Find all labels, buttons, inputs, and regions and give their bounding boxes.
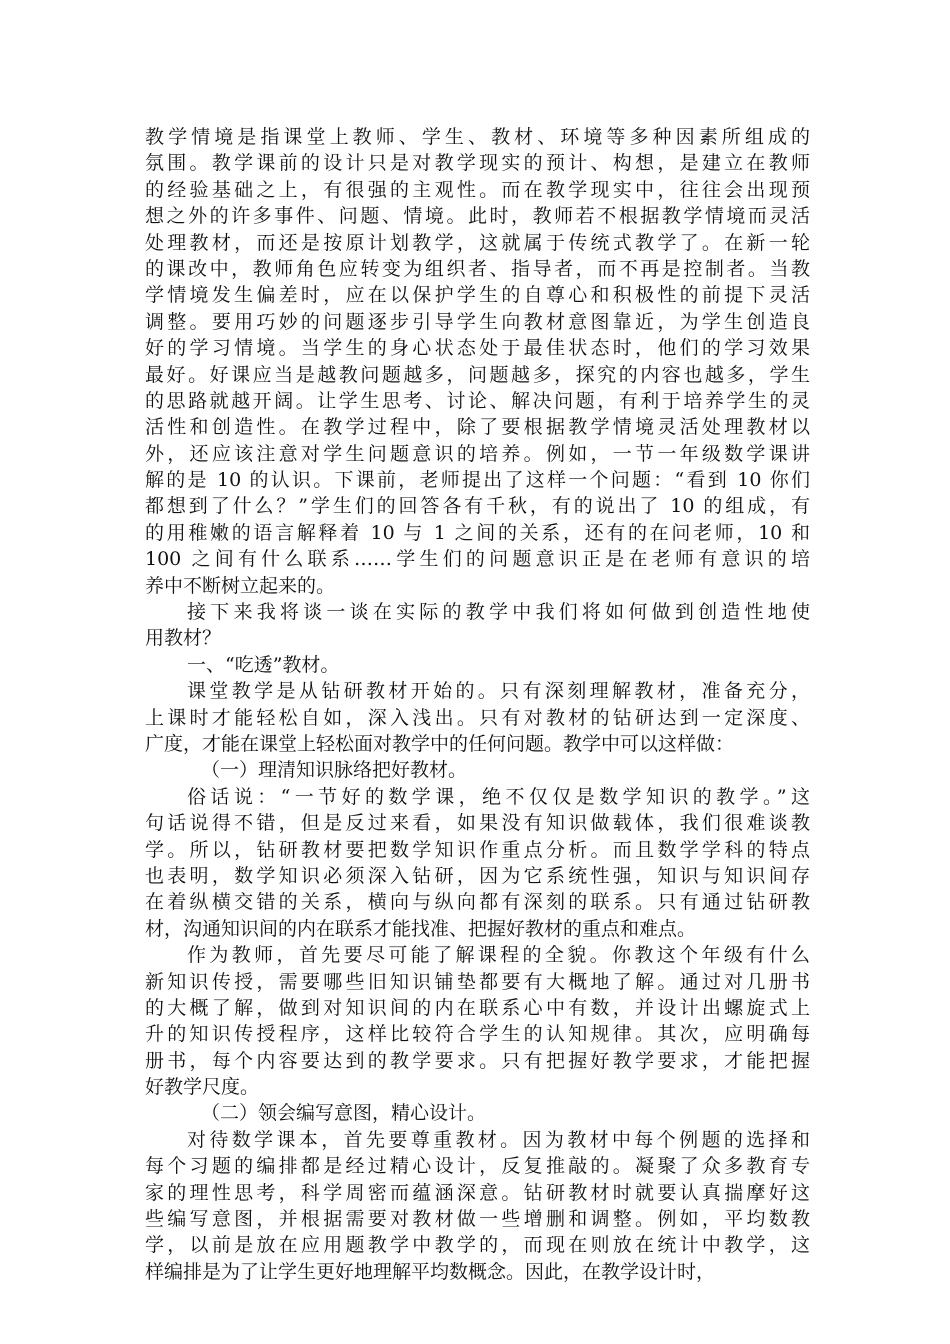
text-line: 家的理性思考，科学周密而蕴涵深意。钻研教材时就要认真揣摩好这 — [145, 1181, 810, 1204]
text-line: 的经验基础之上，有很强的主观性。而在教学现实中，往往会出现预 — [145, 178, 810, 201]
text-line: 活性和创造性。在教学过程中，除了要根据教学情境灵活处理教材以 — [145, 416, 810, 439]
text-line: 都想到了什么？”学生们的回答各有千秋，有的说出了 10 的组成，有 — [145, 495, 810, 518]
paragraph — [145, 784, 810, 942]
text-line: 课堂教学是从钻研教材开始的。只有深刻理解教材，准备充分， — [187, 680, 810, 703]
text-line: 学，以前是放在应用题教学中教学的，而现在则放在统计中教学，这 — [145, 1234, 810, 1257]
paragraph — [145, 1100, 810, 1126]
text-line: （一）理清知识脉络把好教材。 — [201, 759, 468, 782]
paragraph — [145, 942, 810, 1100]
document-page — [145, 124, 810, 1285]
text-line: 处理教材，而还是按原计划教学，这就属于传统式教学了。在新一轮 — [145, 231, 810, 254]
text-line: 也表明，数学知识必须深入钻研，因为它系统性强，知识与知识间存 — [145, 864, 810, 887]
text-line: 材，沟通知识间的内在联系才能找准、把握好教材的重点和难点。 — [145, 917, 697, 940]
text-line: 好教学尺度。 — [145, 1076, 260, 1099]
text-line: 作为教师，首先要尽可能了解课程的全貌。你教这个年级有什么 — [187, 944, 810, 967]
text-line: 想之外的许多事件、问题、情境。此时，教师若不根据教学情境而灵活 — [145, 205, 810, 228]
text-line: 接下来我将谈一谈在实际的教学中我们将如何做到创造性地使 — [187, 601, 810, 624]
text-line: 新知识传授，需要哪些旧知识铺垫都要有大概地了解。通过对几册书 — [145, 970, 810, 993]
text-line: 的思路就越开阔。让学生思考、讨论、解决问题，有利于培养学生的灵 — [145, 389, 810, 412]
paragraph — [145, 757, 810, 783]
text-line: 的课改中，教师角色应转变为组织者、指导者，而不再是控制者。当教 — [145, 257, 810, 280]
text-line: 用教材？ — [145, 627, 222, 650]
text-line: 对待数学课本，首先要尊重教材。因为教材中每个例题的选择和 — [187, 1128, 810, 1151]
text-line: 册书，每个内容要达到的教学要求。只有把握好教学要求，才能把握 — [145, 1049, 810, 1072]
text-line: 100 之间有什么联系……学生们的问题意识正是在老师有意识的培 — [145, 548, 810, 571]
text-line: 样编排是为了让学生更好地理解平均数概念。因此，在教学设计时， — [145, 1260, 716, 1283]
text-line: 学情境发生偏差时，应在以保护学生的自尊心和积极性的前提下灵活 — [145, 284, 810, 307]
text-line: 好的学习情境。当学生的身心状态处于最佳状态时，他们的学习效果 — [145, 337, 810, 360]
text-line: 解的是 10 的认识。下课前，老师提出了这样一个问题：“看到 10 你们 — [145, 469, 810, 492]
text-line: （二）领会编写意图，精心设计。 — [201, 1102, 487, 1125]
paragraph — [145, 678, 810, 757]
paragraph — [145, 652, 810, 678]
text-line: 氛围。教学课前的设计只是对教学现实的预计、构想，是建立在教师 — [145, 152, 810, 175]
text-line: 广度，才能在课堂上轻松面对教学中的任何问题。教学中可以这样做： — [145, 732, 735, 755]
text-line: 句话说得不错，但是反过来看，如果没有知识做载体，我们很难谈教 — [145, 812, 810, 835]
paragraph — [145, 599, 810, 652]
text-line: 一、“吃透”教材。 — [187, 653, 340, 676]
text-line: 升的知识传授程序，这样比较符合学生的认知规律。其次，应明确每 — [145, 1023, 810, 1046]
text-line: 俗话说：“一节好的数学课，绝不仅仅是数学知识的教学。”这 — [187, 785, 810, 808]
text-line: 调整。要用巧妙的问题逐步引导学生向教材意图靠近，为学生创造良 — [145, 310, 810, 333]
text-line: 每个习题的编排都是经过精心设计，反复推敲的。凝聚了众多教育专 — [145, 1155, 810, 1178]
text-line: 在着纵横交错的关系，横向与纵向都有深刻的联系。只有通过钻研教 — [145, 891, 810, 914]
text-line: 养中不断树立起来的。 — [145, 574, 336, 597]
text-line: 上课时才能轻松自如，深入浅出。只有对教材的钻研达到一定深度、 — [145, 706, 810, 729]
text-line: 最好。好课应当是越教问题越多，问题越多，探究的内容也越多，学生 — [145, 363, 810, 386]
text-line: 的大概了解，做到对知识间的内在联系心中有数，并设计出螺旋式上 — [145, 996, 810, 1019]
paragraph — [145, 1127, 810, 1285]
text-line: 的用稚嫩的语言解释着 10 与 1 之间的关系，还有的在问老师，10 和 — [145, 521, 810, 544]
text-line: 些编写意图，并根据需要对教材做一些增删和调整。例如，平均数教 — [145, 1208, 810, 1231]
paragraph — [145, 124, 810, 599]
text-line: 外，还应该注意对学生问题意识的培养。例如，一节一年级数学课讲 — [145, 442, 810, 465]
text-line: 教学情境是指课堂上教师、学生、教材、环境等多种因素所组成的 — [145, 126, 810, 148]
text-line: 学。所以，钻研教材要把数学知识作重点分析。而且数学学科的特点 — [145, 838, 810, 861]
